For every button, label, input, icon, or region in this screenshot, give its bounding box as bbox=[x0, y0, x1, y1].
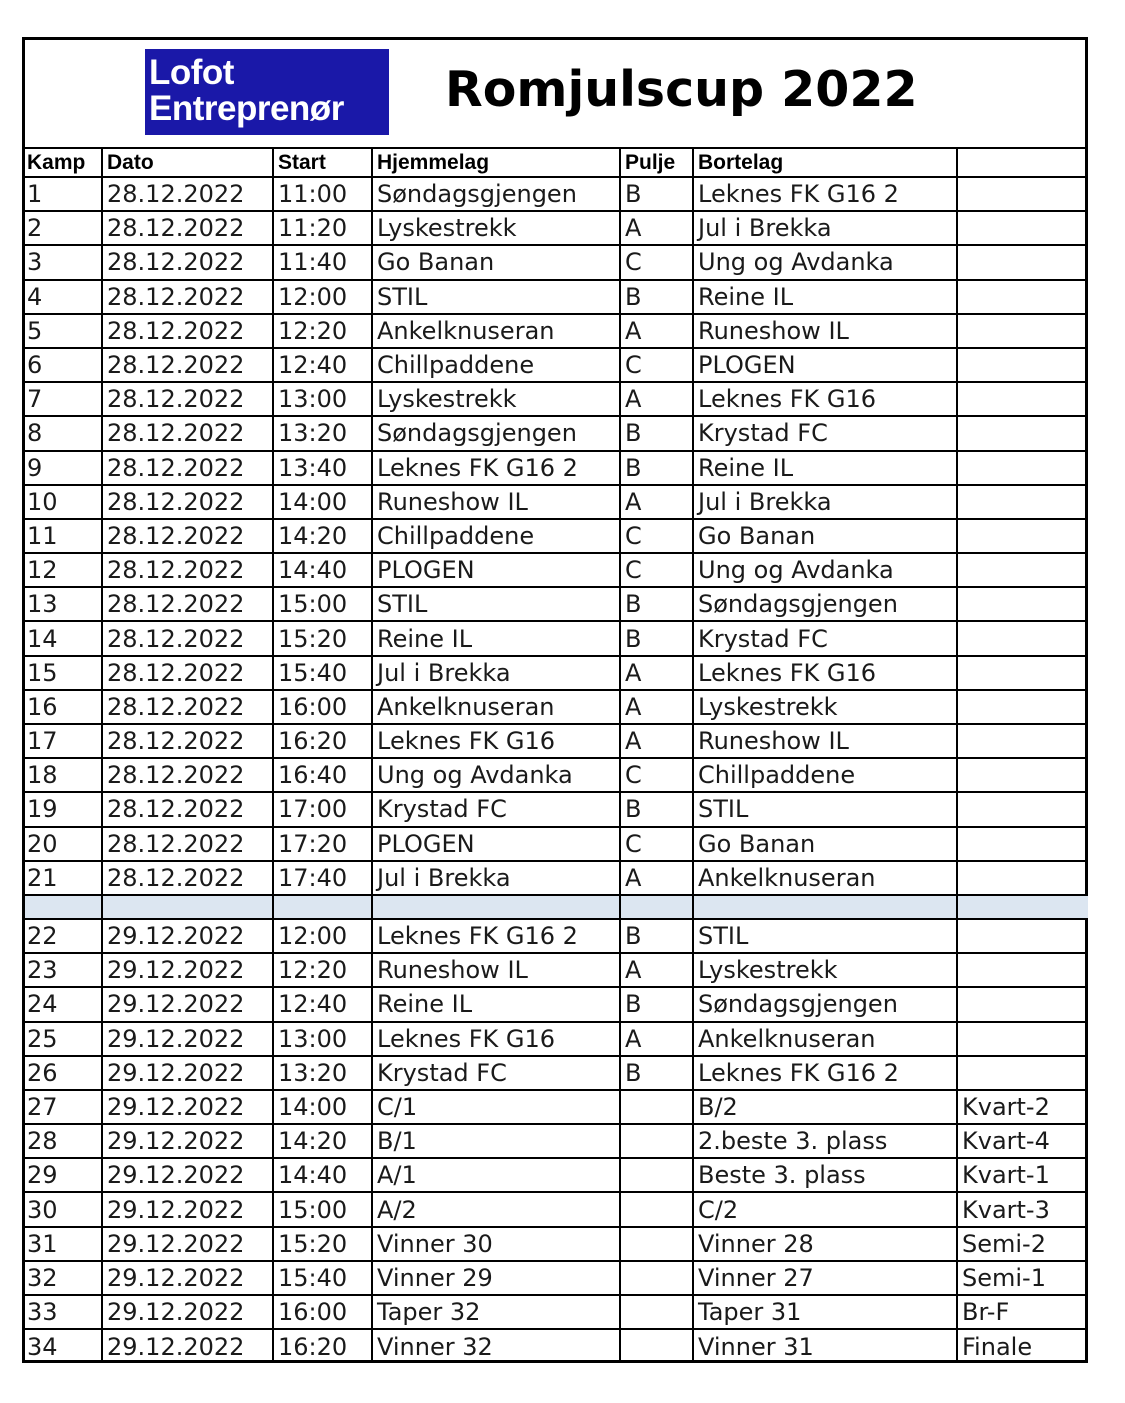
cell-start: 14:00 bbox=[273, 485, 372, 519]
cell-dato: 28.12.2022 bbox=[102, 724, 273, 758]
cell-kamp: 32 bbox=[25, 1261, 102, 1295]
cell-kamp: 12 bbox=[25, 553, 102, 587]
cell-dato: 28.12.2022 bbox=[102, 211, 273, 245]
cell-pulje: A bbox=[620, 382, 693, 416]
cell-dato: 29.12.2022 bbox=[102, 1056, 273, 1090]
page-title: Romjulscup 2022 bbox=[445, 61, 918, 118]
cell-note bbox=[957, 861, 1088, 895]
cell-hjemmelag: A/2 bbox=[372, 1192, 620, 1226]
table-row bbox=[25, 519, 1088, 553]
table-row bbox=[25, 724, 1088, 758]
cell-pulje: A bbox=[620, 861, 693, 895]
cell-kamp: 3 bbox=[25, 245, 102, 279]
cell-note: Kvart-2 bbox=[957, 1090, 1088, 1124]
cell-start: 12:20 bbox=[273, 314, 372, 348]
cell-start: 15:00 bbox=[273, 1192, 372, 1226]
cell-hjemmelag: Reine IL bbox=[372, 621, 620, 655]
cell-note bbox=[957, 953, 1088, 987]
cell-note bbox=[957, 177, 1088, 211]
cell-bortelag: Lyskestrekk bbox=[693, 690, 957, 724]
cell-dato: 29.12.2022 bbox=[102, 1124, 273, 1158]
cell-bortelag: Reine IL bbox=[693, 451, 957, 485]
schedule-sheet bbox=[22, 37, 1088, 1363]
cell-bortelag: B/2 bbox=[693, 1090, 957, 1124]
cell-bortelag: Leknes FK G16 2 bbox=[693, 1056, 957, 1090]
cell-kamp: 6 bbox=[25, 348, 102, 382]
cell-pulje: A bbox=[620, 724, 693, 758]
cell-hjemmelag: Leknes FK G16 2 bbox=[372, 451, 620, 485]
cell-bortelag: Vinner 28 bbox=[693, 1227, 957, 1261]
cell-dato: 28.12.2022 bbox=[102, 861, 273, 895]
cell-hjemmelag: Krystad FC bbox=[372, 792, 620, 826]
table-row bbox=[25, 621, 1088, 655]
cell-note bbox=[957, 827, 1088, 861]
cell-kamp: 7 bbox=[25, 382, 102, 416]
table-row bbox=[25, 553, 1088, 587]
cell-start: 16:20 bbox=[273, 724, 372, 758]
cell-kamp: 25 bbox=[25, 1022, 102, 1056]
table-row bbox=[25, 690, 1088, 724]
cell-bortelag: Vinner 27 bbox=[693, 1261, 957, 1295]
cell-note bbox=[957, 485, 1088, 519]
table-header-row bbox=[25, 148, 1088, 177]
cell-bortelag: Søndagsgjengen bbox=[693, 587, 957, 621]
cell-hjemmelag: Ung og Avdanka bbox=[372, 758, 620, 792]
cell-hjemmelag: Leknes FK G16 bbox=[372, 1022, 620, 1056]
cell-pulje: C bbox=[620, 348, 693, 382]
cell-note: Br-F bbox=[957, 1295, 1088, 1329]
cell-hjemmelag: Ankelknuseran bbox=[372, 690, 620, 724]
cell-kamp: 23 bbox=[25, 953, 102, 987]
cell-dato: 28.12.2022 bbox=[102, 280, 273, 314]
table-row bbox=[25, 1261, 1088, 1295]
cell-start: 17:20 bbox=[273, 827, 372, 861]
cell-bortelag: Chillpaddene bbox=[693, 758, 957, 792]
cell-note bbox=[957, 451, 1088, 485]
cell-bortelag: PLOGEN bbox=[693, 348, 957, 382]
cell-note: Kvart-3 bbox=[957, 1192, 1088, 1226]
cell-pulje: A bbox=[620, 953, 693, 987]
cell-kamp: 28 bbox=[25, 1124, 102, 1158]
cell-dato: 29.12.2022 bbox=[102, 953, 273, 987]
cell-note bbox=[957, 1022, 1088, 1056]
cell-hjemmelag: Leknes FK G16 2 bbox=[372, 919, 620, 953]
cell-kamp: 27 bbox=[25, 1090, 102, 1124]
cell-pulje bbox=[620, 1158, 693, 1192]
cell-kamp: 22 bbox=[25, 919, 102, 953]
cell-note: Semi-2 bbox=[957, 1227, 1088, 1261]
cell-hjemmelag: Vinner 32 bbox=[372, 1329, 620, 1363]
cell-dato: 29.12.2022 bbox=[102, 919, 273, 953]
cell-bortelag: STIL bbox=[693, 919, 957, 953]
cell-dato: 28.12.2022 bbox=[102, 451, 273, 485]
column-header-note bbox=[957, 148, 1088, 177]
table-row bbox=[25, 314, 1088, 348]
table-row bbox=[25, 1022, 1088, 1056]
table-row bbox=[25, 656, 1088, 690]
cell-kamp: 2 bbox=[25, 211, 102, 245]
cell-pulje bbox=[620, 1124, 693, 1158]
cell-start: 13:40 bbox=[273, 451, 372, 485]
cell-start: 12:00 bbox=[273, 919, 372, 953]
table-row bbox=[25, 827, 1088, 861]
cell-start: 16:00 bbox=[273, 1295, 372, 1329]
cell-note: Kvart-4 bbox=[957, 1124, 1088, 1158]
cell-bortelag: C/2 bbox=[693, 1192, 957, 1226]
cell-note bbox=[957, 792, 1088, 826]
cell-note: Semi-1 bbox=[957, 1261, 1088, 1295]
cell-kamp bbox=[25, 895, 102, 919]
cell-bortelag: Reine IL bbox=[693, 280, 957, 314]
cell-dato: 29.12.2022 bbox=[102, 1022, 273, 1056]
cell-hjemmelag: Reine IL bbox=[372, 987, 620, 1021]
cell-bortelag: Ankelknuseran bbox=[693, 1022, 957, 1056]
cell-pulje: C bbox=[620, 519, 693, 553]
cell-dato: 29.12.2022 bbox=[102, 1090, 273, 1124]
cell-start: 11:40 bbox=[273, 245, 372, 279]
cell-start: 16:00 bbox=[273, 690, 372, 724]
cell-start: 15:40 bbox=[273, 1261, 372, 1295]
cell-dato: 29.12.2022 bbox=[102, 1192, 273, 1226]
cell-note bbox=[957, 348, 1088, 382]
cell-start: 13:20 bbox=[273, 416, 372, 450]
cell-kamp: 9 bbox=[25, 451, 102, 485]
cell-dato: 28.12.2022 bbox=[102, 656, 273, 690]
cell-hjemmelag: B/1 bbox=[372, 1124, 620, 1158]
cell-note bbox=[957, 919, 1088, 953]
cell-hjemmelag: Vinner 30 bbox=[372, 1227, 620, 1261]
cell-start: 15:20 bbox=[273, 1227, 372, 1261]
cell-start: 11:00 bbox=[273, 177, 372, 211]
cell-dato: 29.12.2022 bbox=[102, 987, 273, 1021]
cell-bortelag: Leknes FK G16 bbox=[693, 656, 957, 690]
cell-kamp: 4 bbox=[25, 280, 102, 314]
cell-bortelag: Lyskestrekk bbox=[693, 953, 957, 987]
table-row bbox=[25, 861, 1088, 895]
cell-bortelag: Taper 31 bbox=[693, 1295, 957, 1329]
cell-dato: 29.12.2022 bbox=[102, 1158, 273, 1192]
cell-dato: 28.12.2022 bbox=[102, 690, 273, 724]
cell-bortelag: Leknes FK G16 2 bbox=[693, 177, 957, 211]
table-row bbox=[25, 1158, 1088, 1192]
cell-dato: 28.12.2022 bbox=[102, 177, 273, 211]
cell-pulje: B bbox=[620, 621, 693, 655]
cell-note bbox=[957, 587, 1088, 621]
cell-pulje bbox=[620, 895, 693, 919]
table-row bbox=[25, 1192, 1088, 1226]
cell-pulje: A bbox=[620, 211, 693, 245]
cell-kamp: 20 bbox=[25, 827, 102, 861]
cell-note: Finale bbox=[957, 1329, 1088, 1363]
cell-bortelag: Ung og Avdanka bbox=[693, 245, 957, 279]
cell-note bbox=[957, 724, 1088, 758]
cell-kamp: 19 bbox=[25, 792, 102, 826]
table-row bbox=[25, 451, 1088, 485]
cell-hjemmelag: Go Banan bbox=[372, 245, 620, 279]
cell-hjemmelag: Taper 32 bbox=[372, 1295, 620, 1329]
logo-line-2: Entreprenør bbox=[149, 89, 344, 128]
cell-hjemmelag bbox=[372, 895, 620, 919]
cell-start: 13:20 bbox=[273, 1056, 372, 1090]
cell-note bbox=[957, 690, 1088, 724]
cell-dato: 28.12.2022 bbox=[102, 587, 273, 621]
table-row bbox=[25, 211, 1088, 245]
cell-start: 17:40 bbox=[273, 861, 372, 895]
cell-pulje bbox=[620, 1192, 693, 1226]
cell-bortelag: Vinner 31 bbox=[693, 1329, 957, 1363]
cell-pulje: C bbox=[620, 553, 693, 587]
table-row bbox=[25, 895, 1088, 919]
cell-note bbox=[957, 1056, 1088, 1090]
cell-bortelag: Go Banan bbox=[693, 827, 957, 861]
cell-pulje: B bbox=[620, 416, 693, 450]
cell-start: 16:40 bbox=[273, 758, 372, 792]
cell-dato: 28.12.2022 bbox=[102, 792, 273, 826]
cell-hjemmelag: STIL bbox=[372, 280, 620, 314]
cell-start: 15:20 bbox=[273, 621, 372, 655]
table-row bbox=[25, 485, 1088, 519]
cell-hjemmelag: Leknes FK G16 bbox=[372, 724, 620, 758]
cell-start: 12:40 bbox=[273, 348, 372, 382]
cell-note bbox=[957, 211, 1088, 245]
cell-bortelag: Beste 3. plass bbox=[693, 1158, 957, 1192]
cell-dato: 28.12.2022 bbox=[102, 758, 273, 792]
cell-note bbox=[957, 987, 1088, 1021]
cell-pulje: B bbox=[620, 451, 693, 485]
cell-kamp: 1 bbox=[25, 177, 102, 211]
cell-bortelag bbox=[693, 895, 957, 919]
cell-note bbox=[957, 553, 1088, 587]
cell-kamp: 31 bbox=[25, 1227, 102, 1261]
cell-kamp: 13 bbox=[25, 587, 102, 621]
table-row bbox=[25, 1295, 1088, 1329]
cell-note bbox=[957, 382, 1088, 416]
cell-dato: 28.12.2022 bbox=[102, 553, 273, 587]
cell-start: 14:00 bbox=[273, 1090, 372, 1124]
cell-kamp: 21 bbox=[25, 861, 102, 895]
cell-hjemmelag: PLOGEN bbox=[372, 553, 620, 587]
table-row bbox=[25, 758, 1088, 792]
cell-dato: 29.12.2022 bbox=[102, 1261, 273, 1295]
cell-pulje: A bbox=[620, 314, 693, 348]
cell-dato bbox=[102, 895, 273, 919]
table-row bbox=[25, 587, 1088, 621]
table-row bbox=[25, 177, 1088, 211]
table-row bbox=[25, 1329, 1088, 1363]
cell-start: 11:20 bbox=[273, 211, 372, 245]
cell-hjemmelag: Jul i Brekka bbox=[372, 656, 620, 690]
cell-bortelag: Ankelknuseran bbox=[693, 861, 957, 895]
cell-kamp: 10 bbox=[25, 485, 102, 519]
table-row bbox=[25, 953, 1088, 987]
cell-dato: 28.12.2022 bbox=[102, 519, 273, 553]
cell-hjemmelag: Runeshow IL bbox=[372, 485, 620, 519]
cell-kamp: 8 bbox=[25, 416, 102, 450]
cell-dato: 28.12.2022 bbox=[102, 314, 273, 348]
table-row bbox=[25, 919, 1088, 953]
cell-pulje: C bbox=[620, 758, 693, 792]
cell-dato: 29.12.2022 bbox=[102, 1227, 273, 1261]
cell-hjemmelag: Jul i Brekka bbox=[372, 861, 620, 895]
cell-note bbox=[957, 314, 1088, 348]
cell-pulje bbox=[620, 1227, 693, 1261]
cell-dato: 28.12.2022 bbox=[102, 382, 273, 416]
cell-hjemmelag: A/1 bbox=[372, 1158, 620, 1192]
cell-pulje: B bbox=[620, 792, 693, 826]
table-row bbox=[25, 1227, 1088, 1261]
match-schedule-table bbox=[25, 147, 1088, 1363]
table-row bbox=[25, 1056, 1088, 1090]
cell-pulje: B bbox=[620, 987, 693, 1021]
cell-note bbox=[957, 416, 1088, 450]
cell-hjemmelag: Lyskestrekk bbox=[372, 211, 620, 245]
cell-kamp: 26 bbox=[25, 1056, 102, 1090]
cell-pulje: A bbox=[620, 690, 693, 724]
column-header-bortelag: Bortelag bbox=[693, 148, 957, 177]
header bbox=[25, 40, 1085, 147]
cell-hjemmelag: Søndagsgjengen bbox=[372, 177, 620, 211]
cell-start: 14:20 bbox=[273, 1124, 372, 1158]
cell-start: 15:00 bbox=[273, 587, 372, 621]
cell-kamp: 33 bbox=[25, 1295, 102, 1329]
cell-bortelag: 2.beste 3. plass bbox=[693, 1124, 957, 1158]
cell-note bbox=[957, 758, 1088, 792]
cell-pulje: A bbox=[620, 485, 693, 519]
cell-dato: 28.12.2022 bbox=[102, 416, 273, 450]
cell-bortelag: STIL bbox=[693, 792, 957, 826]
table-row bbox=[25, 792, 1088, 826]
column-header-pulje: Pulje bbox=[620, 148, 693, 177]
cell-start: 13:00 bbox=[273, 1022, 372, 1056]
cell-pulje: A bbox=[620, 1022, 693, 1056]
cell-start: 16:20 bbox=[273, 1329, 372, 1363]
table-row bbox=[25, 1124, 1088, 1158]
cell-bortelag: Runeshow IL bbox=[693, 314, 957, 348]
cell-start: 15:40 bbox=[273, 656, 372, 690]
cell-pulje: B bbox=[620, 919, 693, 953]
cell-dato: 28.12.2022 bbox=[102, 827, 273, 861]
cell-note bbox=[957, 280, 1088, 314]
cell-bortelag: Runeshow IL bbox=[693, 724, 957, 758]
cell-dato: 29.12.2022 bbox=[102, 1295, 273, 1329]
cell-bortelag: Søndagsgjengen bbox=[693, 987, 957, 1021]
column-header-hjemmelag: Hjemmelag bbox=[372, 148, 620, 177]
cell-kamp: 11 bbox=[25, 519, 102, 553]
cell-hjemmelag: Lyskestrekk bbox=[372, 382, 620, 416]
cell-pulje bbox=[620, 1261, 693, 1295]
cell-dato: 28.12.2022 bbox=[102, 348, 273, 382]
cell-dato: 28.12.2022 bbox=[102, 485, 273, 519]
cell-pulje: A bbox=[620, 656, 693, 690]
cell-note: Kvart-1 bbox=[957, 1158, 1088, 1192]
cell-hjemmelag: STIL bbox=[372, 587, 620, 621]
cell-hjemmelag: Chillpaddene bbox=[372, 348, 620, 382]
cell-note bbox=[957, 519, 1088, 553]
cell-kamp: 5 bbox=[25, 314, 102, 348]
cell-hjemmelag: C/1 bbox=[372, 1090, 620, 1124]
cell-kamp: 24 bbox=[25, 987, 102, 1021]
cell-start: 14:20 bbox=[273, 519, 372, 553]
table-row bbox=[25, 348, 1088, 382]
cell-bortelag: Go Banan bbox=[693, 519, 957, 553]
cell-kamp: 29 bbox=[25, 1158, 102, 1192]
cell-bortelag: Ung og Avdanka bbox=[693, 553, 957, 587]
cell-start bbox=[273, 895, 372, 919]
cell-kamp: 14 bbox=[25, 621, 102, 655]
cell-kamp: 15 bbox=[25, 656, 102, 690]
cell-pulje: C bbox=[620, 245, 693, 279]
table-row bbox=[25, 987, 1088, 1021]
cell-hjemmelag: Runeshow IL bbox=[372, 953, 620, 987]
cell-bortelag: Krystad FC bbox=[693, 621, 957, 655]
cell-kamp: 17 bbox=[25, 724, 102, 758]
cell-pulje: B bbox=[620, 587, 693, 621]
cell-start: 14:40 bbox=[273, 1158, 372, 1192]
column-header-kamp: Kamp bbox=[25, 148, 102, 177]
table-row bbox=[25, 280, 1088, 314]
cell-start: 14:40 bbox=[273, 553, 372, 587]
cell-start: 13:00 bbox=[273, 382, 372, 416]
cell-hjemmelag: PLOGEN bbox=[372, 827, 620, 861]
cell-pulje: B bbox=[620, 280, 693, 314]
cell-pulje bbox=[620, 1329, 693, 1363]
cell-start: 17:00 bbox=[273, 792, 372, 826]
table-row bbox=[25, 382, 1088, 416]
cell-hjemmelag: Chillpaddene bbox=[372, 519, 620, 553]
cell-hjemmelag: Vinner 29 bbox=[372, 1261, 620, 1295]
cell-note bbox=[957, 895, 1088, 919]
cell-bortelag: Jul i Brekka bbox=[693, 485, 957, 519]
logo-line-1: Lofot bbox=[149, 53, 234, 92]
cell-start: 12:40 bbox=[273, 987, 372, 1021]
cell-start: 12:20 bbox=[273, 953, 372, 987]
cell-note bbox=[957, 621, 1088, 655]
cell-dato: 28.12.2022 bbox=[102, 621, 273, 655]
cell-hjemmelag: Søndagsgjengen bbox=[372, 416, 620, 450]
cell-pulje bbox=[620, 1090, 693, 1124]
cell-bortelag: Krystad FC bbox=[693, 416, 957, 450]
cell-note bbox=[957, 245, 1088, 279]
cell-pulje: B bbox=[620, 1056, 693, 1090]
table-row bbox=[25, 245, 1088, 279]
cell-bortelag: Jul i Brekka bbox=[693, 211, 957, 245]
cell-bortelag: Leknes FK G16 bbox=[693, 382, 957, 416]
cell-dato: 28.12.2022 bbox=[102, 245, 273, 279]
sponsor-logo bbox=[145, 49, 389, 135]
cell-dato: 29.12.2022 bbox=[102, 1329, 273, 1363]
cell-kamp: 18 bbox=[25, 758, 102, 792]
cell-pulje: C bbox=[620, 827, 693, 861]
table-row bbox=[25, 416, 1088, 450]
cell-kamp: 30 bbox=[25, 1192, 102, 1226]
cell-pulje: B bbox=[620, 177, 693, 211]
cell-hjemmelag: Krystad FC bbox=[372, 1056, 620, 1090]
column-header-start: Start bbox=[273, 148, 372, 177]
cell-note bbox=[957, 656, 1088, 690]
table-row bbox=[25, 1090, 1088, 1124]
cell-kamp: 16 bbox=[25, 690, 102, 724]
cell-kamp: 34 bbox=[25, 1329, 102, 1363]
cell-hjemmelag: Ankelknuseran bbox=[372, 314, 620, 348]
cell-start: 12:00 bbox=[273, 280, 372, 314]
column-header-dato: Dato bbox=[102, 148, 273, 177]
cell-pulje bbox=[620, 1295, 693, 1329]
